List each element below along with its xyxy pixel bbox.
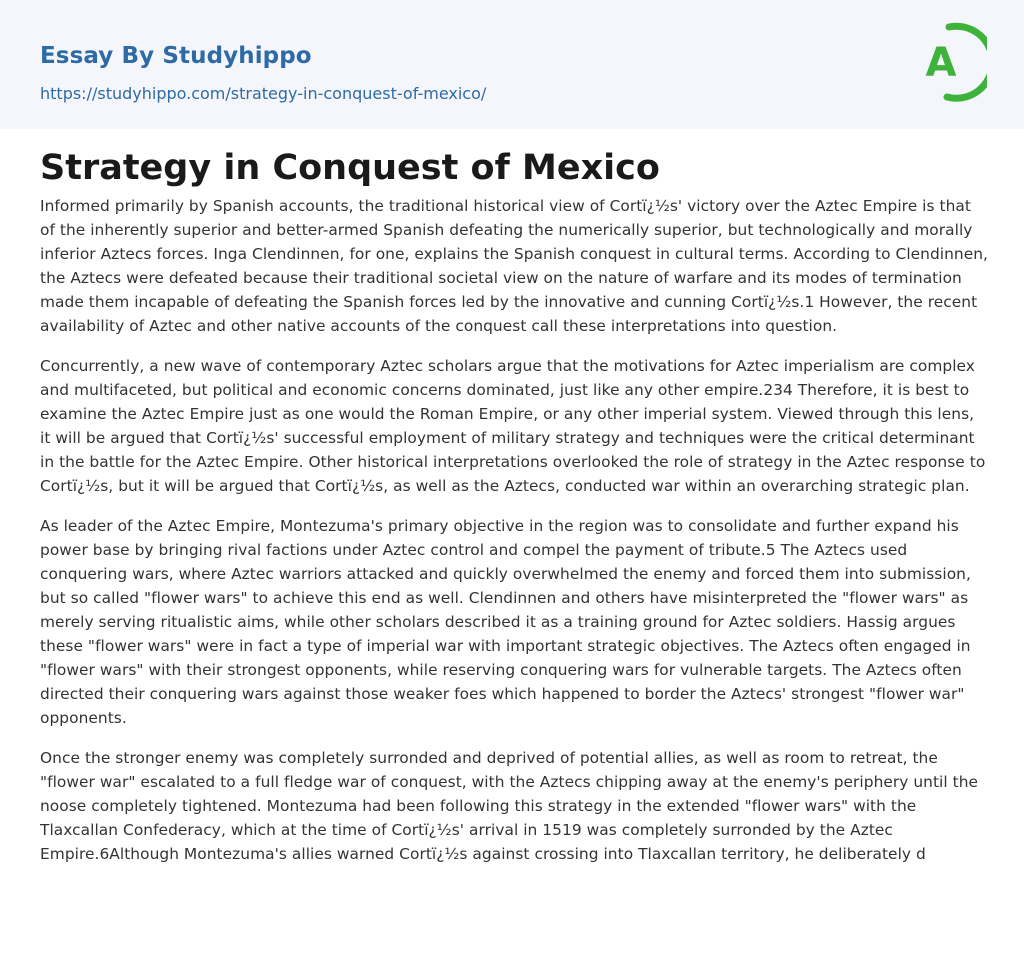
studyhippo-logo-icon[interactable] [913,18,987,106]
site-brand[interactable]: Essay By Studyhippo [40,43,312,69]
logo-letter: A [925,40,957,86]
essay-paragraph: As leader of the Aztec Empire, Montezuma's primary objective in the region was to consolidate and further expand his power base by bringing rival factions under Aztec control and compel the payment of tribute.5 The Aztecs used conquering wars, where Aztec warriors attacked and quickly overwhelmed the enemy and forced them into submission, but so called "flower wars" to achieve this end as well. Clendinnen and others have misinterpreted the "flower wars" as merely serving ritualistic aims, while other scholars described it as a training ground for Aztec soldiers. Hassig argues these "flower wars" were in fact a type of imperial war with important strategic objectives. The Aztecs often engaged in "flower wars" with their strongest opponents, while reserving conquering wars for vulnerable targets. The Aztecs often directed their conquering wars against those weaker foes which happened to border the Aztecs' strongest "flower war" opponents. [40,517,971,727]
essay-body [40,194,988,922]
essay-title: Strategy in Conquest of Mexico [40,148,660,188]
essay-paragraph: Informed primarily by Spanish accounts, the traditional historical view of Cortï¿½s' victory over the Aztec Empire is that of the inherently superior and better-armed Spanish defeating the numerically superior, but technologically and morally inferior Aztecs forces. Inga Clendinnen, for one, explains the Spanish conquest in cultural terms. According to Clendinnen, the Aztecs were defeated because their traditional societal view on the nature of warfare and its modes of termination made them incapable of defeating the Spanish forces led by the innovative and cunning Cortï¿½s.1 However, the recent availability of Aztec and other native accounts of the conquest call these interpretations into question. [40,197,988,335]
essay-paragraph: Concurrently, a new wave of contemporary Aztec scholars argue that the motivations for Aztec imperialism are complex and multifaceted, but political and economic concerns dominated, just like any other empire.234 Therefore, it is best to examine the Aztec Empire just as one would the Roman Empire, or any other imperial system. Viewed through this lens, it will be argued that Cortï¿½s' successful employment of military strategy and techniques were the critical determinant in the battle for the Aztec Empire. Other historical interpretations overlooked the role of strategy in the Aztec response to Cortï¿½s, but it will be argued that Cortï¿½s, as well as the Aztecs, conducted war within an overarching strategic plan. [40,357,986,495]
essay-url-link[interactable]: https://studyhippo.com/strategy-in-conquest-of-mexico/ [40,84,487,103]
site-header [0,0,1024,129]
essay-paragraph: Once the stronger enemy was completely surronded and deprived of potential allies, as well as room to retreat, the "flower war" escalated to a full fledge war of conquest, with the Aztecs chipping away at the enemy's periphery until the noose completely tightened. Montezuma had been following this strategy in the extended "flower wars" with the Tlaxcallan Confederacy, which at the time of Cortï¿½s' arrival in 1519 was completely surronded by the Aztec Empire.6Although Montezuma's allies warned Cortï¿½s against crossing into Tlaxcallan territory, he deliberately d [40,749,979,863]
